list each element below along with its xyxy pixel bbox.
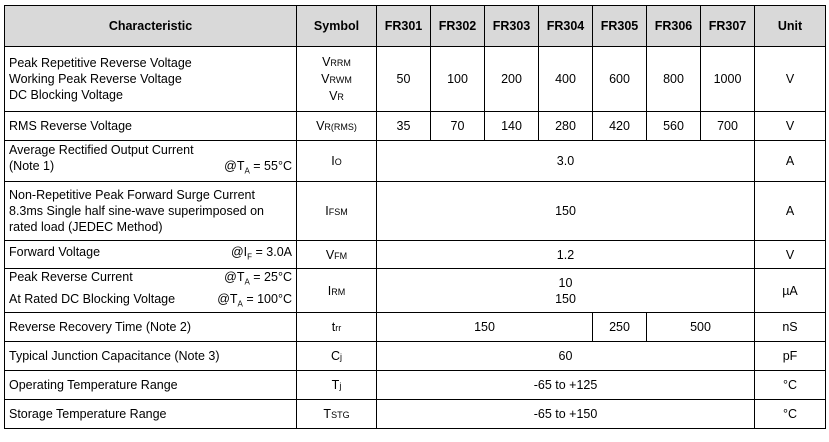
header-characteristic: Characteristic	[5, 6, 297, 47]
symbol-cell	[297, 182, 377, 241]
symbol-cell	[297, 112, 377, 141]
symbol-sub: FM	[334, 250, 348, 261]
unit-cell: V	[755, 241, 826, 269]
symbol-main: V	[329, 88, 338, 103]
condition-prefix: @I	[230, 244, 248, 259]
table-row-cj	[5, 342, 826, 371]
characteristic-label: Peak Reverse Current	[9, 270, 133, 284]
value-cell: 60	[377, 342, 755, 371]
symbol-cell	[297, 371, 377, 400]
characteristic-label: At Rated DC Blocking Voltage	[9, 291, 176, 306]
unit-cell: A	[755, 182, 826, 241]
test-condition	[217, 291, 292, 313]
characteristic-line	[9, 244, 292, 266]
table-row-voltage	[5, 47, 826, 112]
condition-sub: A	[244, 277, 250, 287]
header-part: FR306	[647, 6, 701, 47]
characteristic-line	[9, 269, 292, 291]
unit-cell: V	[755, 112, 826, 141]
condition-suffix: = 55°C	[249, 159, 292, 174]
value-line: 10	[558, 275, 573, 290]
symbol-sub: O	[334, 157, 342, 167]
table-row-irm	[5, 269, 826, 313]
table-row-rms	[5, 112, 826, 141]
value-cell: 35	[377, 112, 431, 141]
table-row-vfm	[5, 241, 826, 269]
characteristic-label: Working Peak Reverse Voltage	[9, 72, 182, 86]
characteristic-cell	[5, 47, 297, 112]
value-cell: 140	[485, 112, 539, 141]
symbol-sub: j	[340, 352, 343, 362]
characteristic-label: Operating Temperature Range	[5, 371, 297, 400]
value-cell: 700	[701, 112, 755, 141]
value-cell: 560	[647, 112, 701, 141]
characteristic-cell	[5, 182, 297, 241]
symbol-cell	[297, 269, 377, 313]
value-cell: -65 to +125	[377, 371, 755, 400]
value-line: 150	[555, 291, 576, 306]
value-cell: 50	[377, 47, 431, 112]
value-cell: 100	[431, 47, 485, 112]
symbol-main: I	[331, 154, 335, 168]
header-symbol: Symbol	[297, 6, 377, 47]
value-cell: 800	[647, 47, 701, 112]
header-unit: Unit	[755, 6, 826, 47]
value-cell: 150	[377, 313, 593, 342]
condition-suffix: = 3.0A	[252, 244, 292, 259]
symbol-main: V	[322, 54, 331, 69]
unit-cell: °C	[755, 400, 826, 429]
value-cell: 600	[593, 47, 647, 112]
symbol-cell	[297, 141, 377, 182]
symbol-sub: rr	[335, 323, 342, 333]
symbol-sub: STG	[331, 410, 350, 420]
symbol-main: T	[331, 378, 340, 392]
value-cell: 1.2	[377, 241, 755, 269]
header-part: FR305	[593, 6, 647, 47]
characteristic-label: DC Blocking Voltage	[9, 88, 123, 102]
characteristic-label: Reverse Recovery Time (Note 2)	[5, 313, 297, 342]
symbol-main: T	[323, 407, 332, 421]
symbol-cell	[297, 342, 377, 371]
table-row-io	[5, 141, 826, 182]
table-row-ifsm	[5, 182, 826, 241]
symbol-cell	[297, 313, 377, 342]
condition-sub: A	[244, 166, 250, 176]
header-row	[5, 6, 826, 47]
characteristic-cell	[5, 141, 297, 182]
value-cell: 200	[485, 47, 539, 112]
symbol-sub: R(RMS)	[324, 122, 357, 132]
unit-cell: °C	[755, 371, 826, 400]
symbol-main: t	[331, 320, 336, 334]
characteristic-label: Peak Repetitive Reverse Voltage	[9, 56, 192, 70]
test-condition	[224, 269, 292, 291]
test-condition	[224, 158, 292, 180]
characteristic-label: 8.3ms Single half sine-wave superimposed on	[9, 204, 264, 218]
condition-prefix: @T	[217, 291, 238, 306]
header-part: FR303	[485, 6, 539, 47]
value-cell: 280	[539, 112, 593, 141]
characteristic-label: Typical Junction Capacitance (Note 3)	[5, 342, 297, 371]
table-row-trr	[5, 313, 826, 342]
condition-suffix: = 100°C	[242, 291, 292, 306]
header-part: FR302	[431, 6, 485, 47]
header-part: FR307	[701, 6, 755, 47]
unit-cell: µA	[755, 269, 826, 313]
table-row-tj	[5, 371, 826, 400]
symbol-main: I	[327, 283, 332, 298]
symbol-main: I	[325, 204, 329, 218]
symbol-sub: j	[339, 381, 342, 391]
symbol-cell	[297, 400, 377, 429]
characteristic-label: Storage Temperature Range	[5, 400, 297, 429]
characteristic-label: Average Rectified Output Current	[9, 143, 194, 158]
value-cell	[377, 269, 755, 313]
value-cell: 1000	[701, 47, 755, 112]
symbol-sub: RRM	[330, 57, 351, 68]
header-part: FR304	[539, 6, 593, 47]
value-cell: 420	[593, 112, 647, 141]
symbol-main: V	[325, 247, 335, 262]
condition-sub: F	[247, 252, 253, 262]
condition-sub: A	[237, 299, 243, 308]
value-cell: 150	[377, 182, 755, 241]
characteristic-label: (Note 1)	[9, 159, 55, 174]
value-cell: -65 to +150	[377, 400, 755, 429]
characteristic-label: RMS Reverse Voltage	[5, 112, 297, 141]
symbol-main: C	[330, 349, 341, 363]
unit-cell: pF	[755, 342, 826, 371]
characteristic-cell	[5, 241, 297, 269]
specifications-table	[4, 5, 826, 429]
characteristic-label: Forward Voltage	[9, 244, 101, 259]
characteristic-label: rated load (JEDEC Method)	[9, 220, 163, 234]
condition-suffix: = 25°C	[249, 270, 292, 284]
table-row-tstg	[5, 400, 826, 429]
test-condition	[231, 244, 292, 266]
unit-cell: nS	[755, 313, 826, 342]
value-cell: 250	[593, 313, 647, 342]
value-cell: 70	[431, 112, 485, 141]
symbol-main: V	[316, 119, 325, 133]
characteristic-line	[9, 291, 292, 313]
symbol-sub: RM	[331, 286, 346, 297]
value-cell: 400	[539, 47, 593, 112]
condition-prefix: @T	[224, 159, 245, 174]
value-cell: 3.0	[377, 141, 755, 182]
characteristic-cell	[5, 269, 297, 313]
condition-prefix: @T	[224, 270, 245, 284]
unit-cell: A	[755, 141, 826, 182]
symbol-sub: RWM	[329, 74, 352, 85]
header-part: FR301	[377, 6, 431, 47]
symbol-sub: FSM	[328, 207, 348, 217]
symbol-cell	[297, 241, 377, 269]
value-cell: 500	[647, 313, 755, 342]
symbol-cell	[297, 47, 377, 112]
unit-cell: V	[755, 47, 826, 112]
characteristic-line	[9, 158, 292, 180]
characteristic-label: Non-Repetitive Peak Forward Surge Current	[9, 188, 255, 202]
symbol-main: V	[321, 71, 330, 86]
symbol-sub: R	[337, 91, 344, 102]
